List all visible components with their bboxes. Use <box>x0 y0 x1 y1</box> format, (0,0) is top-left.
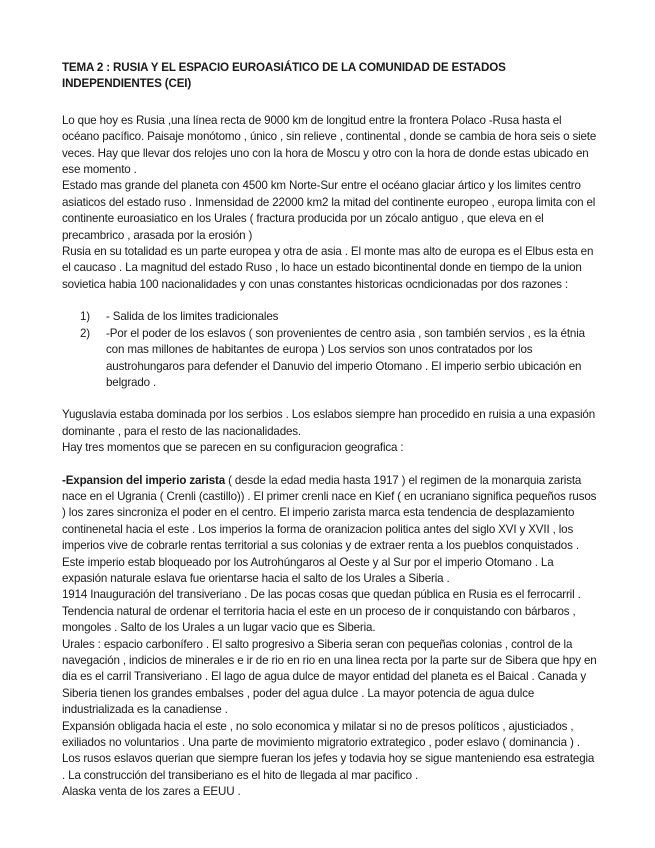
intro-paragraph-3: Rusia en su totalidad es un parte europea y otra de asia . El monte mas alto de europa es el Elbus esta en el caucaso . La magnitud del estado Ruso , lo hace un estado bicontinental donde en tiempo de la union sovietica habia 100 nacionalidades y con unas constantes historicas ocndicionadas por dos razones : <box>62 245 594 291</box>
intro-paragraph-2: Estado mas grande del planeta con 4500 km Norte-Sur entre el océano glaciar ártico y los limites centro asiaticos del estado ruso . Inmensidad de 22000 km2 la mitad del continente europeo , europa limita con el continente euroasiatico en los Urales ( fractura producida por un zócalo antiguo , que eleva en el precambrico , arasada por la erosión ) <box>62 179 596 242</box>
document-title: TEMA 2 : RUSIA Y EL ESPACIO EUROASIÁTICO DE LA COMUNIDAD DE ESTADOS INDEPENDIENTES (CEI) <box>62 61 506 91</box>
list-item-number: 1) <box>80 310 91 324</box>
middle-paragraph-2: Hay tres momentos que se parecen en su configuracion geografica : <box>62 441 404 455</box>
expansion-paragraph-2: 1914 Inauguración del transiveriano . De las pocas cosas que quedan pública en Rusia es el ferrocarril . Tendencia natural de ordenar el territoria hacia el este en un proceso de ir conquistando con bárbaros , mongoles . Salto de los Urales a un lugar vacio que es Siberia. <box>62 588 581 635</box>
middle-paragraph-1: Yuguslavia estaba dominada por los serbios . Los eslabos siempre han procedido en ruisia a una expasión dominante , para el resto de las nacionalidades. <box>62 408 596 438</box>
intro-paragraph-1: Lo que hoy es Rusia ,una línea recta de 9000 km de longitud entre la frontera Polaco -Rusa hasta el océano pacífico. Paisaje monótomo , único , sin relieve , continental , donde se cambia de hora seis o siete veces. Hay que llevar dos relojes uno con la hora de Moscu y otro con la hora de donde estas ubicado en ese momento . <box>62 113 597 177</box>
list-item-text: - Salida de los limites tradicionales <box>106 310 279 324</box>
expansion-paragraph-3: Urales : espacio carbonífero . El salto progresivo a Siberia seran con pequeñas colonias , control de la navegación , indicios de minerales e ir de rio en rio en una linea recta por la parte sur de Sibera que hpy en dia es el carril Transiveriano . El lago de agua dulce de mayor entidad del planeta es el Baical . Canada y Siberia tienen los grandes embalses , poder del agua dulce . La mayor potencia de agua dulce industrializada es la canadiense . <box>62 637 597 717</box>
list-item <box>62 309 597 325</box>
document-page <box>62 60 597 801</box>
expansion-text: ( desde la edad media hasta 1917 ) el regimen de la monarquia zarista nace en el Ugrania ( Crenli (castillo)) . El primer crenli nace en Kief ( en ucraniano significa pequeños rusos ) los zares sincroniza el poder en el centro. El imperio zarista marca esta tendencia de desplazamiento continenetal hacia el este . Los imperios la forma de oranizacion politica antes del siglo XVI y XVII , los imperios vive de cobrarle rentas territorial a sus colonias y de extraer renta a los pueblos conquistados . Este imperio estab bloqueado por los Autrohúngaros al Oeste y al Sur por el imperio Otomano . La expasión naturale eslava fue orientarse hacia el salto de los Urales a Siberia . <box>62 473 597 585</box>
expansion-heading: -Expansion del imperio zarista <box>62 473 226 487</box>
numbered-list <box>62 309 597 391</box>
list-item <box>62 326 597 392</box>
list-item-text: -Por el poder de los eslavos ( son provenientes de centro asia , son también servios , es la étnia con mas millones de habitantes de europa ) Los servios son unos contratados por los austrohungaros para defender el Danuvio del imperio Otomano . El imperio serbio ubicación en belgrado . <box>106 326 585 389</box>
list-item-number: 2) <box>80 326 91 340</box>
expansion-paragraph-1 <box>62 473 597 588</box>
expansion-paragraph-5: Alaska venta de los zares a EEUU . <box>62 785 241 799</box>
expansion-paragraph-4: Expansión obligada hacia el este , no solo economica y milatar si no de presos políticos , ajusticiados , exiliados no voluntarios . Una parte de movimiento migratorio extrategico , poder eslavo ( dominancia ) . Los rusos eslavos querian que siempre fueran los jefes y todavia hoy se sigue manteniendo esa estrategia . La construcción del transiberiano es el hito de llegada al mar pacifico . <box>62 719 595 782</box>
